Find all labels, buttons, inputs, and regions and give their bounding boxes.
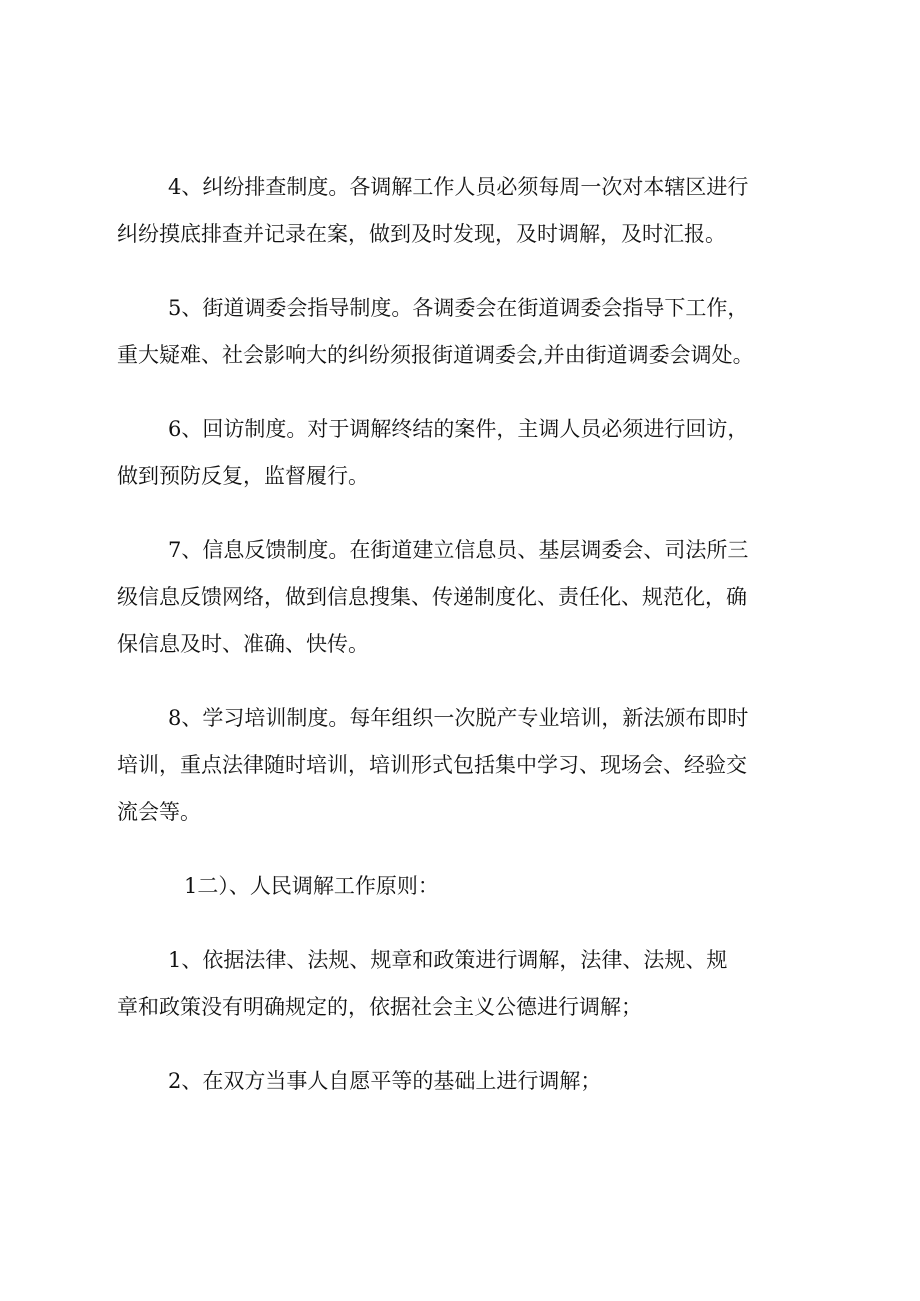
paragraph-6-line-2: 做到预防反复，监督履行。 [117,464,369,488]
paragraph-7-line-2: 级信息反馈网络，做到信息搜集、传递制度化、责任化、规范化，确 [117,585,747,609]
principle-2-line-1: 2、在双方当事人自愿平等的基础上进行调解； [168,1069,602,1093]
principle-1-line-1: 1、依据法律、法规、规章和政策进行调解，法律、法规、规 [168,948,728,972]
section-heading: 1二）、人民调解工作原则： [184,874,439,898]
paragraph-5-line-1: 5、街道调委会指导制度。各调委会在街道调委会指导下工作， [168,296,749,320]
paragraph-5-line-2: 重大疑难、社会影响大的纠纷须报街道调委会,并由街道调委会调处。 [117,343,754,367]
paragraph-6-line-1: 6、回访制度。对于调解终结的案件，主调人员必须进行回访， [168,417,749,441]
paragraph-8-line-2: 培训，重点法律随时培训，培训形式包括集中学习、现场会、经验交 [117,753,747,777]
paragraph-8-line-3: 流会等。 [117,800,201,824]
paragraph-4-line-1: 4、纠纷排查制度。各调解工作人员必须每周一次对本辖区进行 [168,175,749,199]
paragraph-7-line-3: 保信息及时、准确、快传。 [117,632,369,656]
paragraph-8-line-1: 8、学习培训制度。每年组织一次脱产专业培训，新法颁布即时 [168,706,749,730]
paragraph-7-line-1: 7、信息反馈制度。在街道建立信息员、基层调委会、司法所三 [168,538,749,562]
paragraph-4-line-2: 纠纷摸底排查并记录在案，做到及时发现，及时调解，及时汇报。 [117,222,726,246]
principle-1-line-2: 章和政策没有明确规定的，依据社会主义公德进行调解； [117,995,642,1019]
